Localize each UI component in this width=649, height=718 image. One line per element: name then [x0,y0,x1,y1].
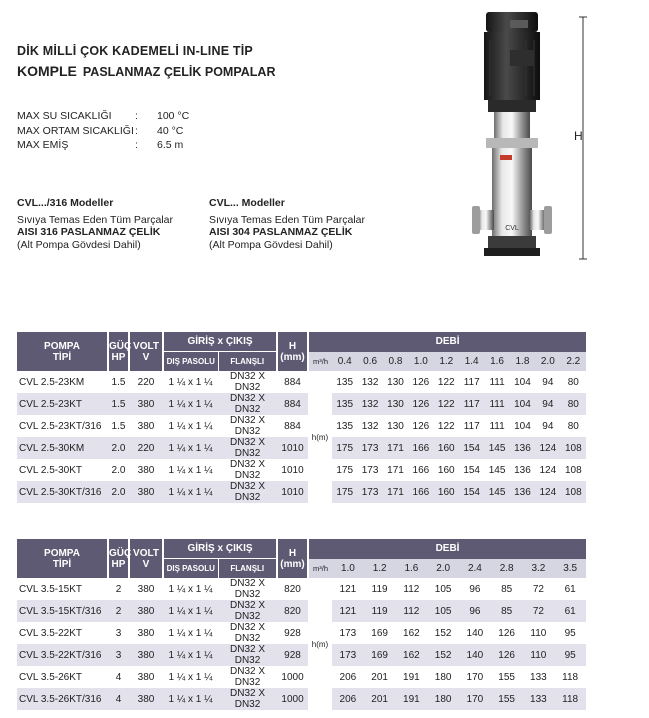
cell-hp: 1.5 [111,376,126,388]
spec-value: 100 °C [157,110,190,122]
cell-tip: CVL 3.5-26KT [19,671,82,683]
cell-volt: 220 [137,442,155,454]
height-label: H [574,129,583,143]
col-header-guc [108,539,132,578]
head-value: 201 [371,693,388,705]
cell-dis: 1 ¼ x 1 ¼ [168,486,213,498]
head-value: 96 [469,605,481,617]
head-value: 85 [501,605,513,617]
col-header-dis: DIŞ PASOLU [163,352,218,372]
performance-table-2 [17,539,586,710]
head-value: 180 [434,671,452,683]
cell-tip: CVL 2.5-30KT/316 [19,486,102,498]
head-value: 173 [339,649,357,661]
cell-dis: 1 ¼ x 1 ¼ [168,649,213,661]
cell-dis: 1 ¼ x 1 ¼ [168,398,213,410]
head-value: 154 [463,486,480,498]
spec-separator: : [135,110,138,122]
flow-value: 1.8 [510,352,535,372]
head-value: 104 [514,376,531,388]
cell-fl: DN32 X DN32 [230,393,266,415]
table-row [17,371,586,393]
head-value: 104 [514,398,531,410]
cell-tip: CVL 2.5-23KT/316 [19,420,102,432]
head-value: 162 [403,649,420,661]
head-value: 61 [564,605,576,617]
header-h-text: H [288,547,297,559]
flow-value: 0.8 [383,352,408,372]
cell-fl: DN32 X DN32 [230,644,266,666]
cell-h: 1010 [281,442,304,454]
head-value: 122 [437,376,455,388]
head-value: 80 [567,420,579,432]
head-value: 112 [403,583,420,595]
head-value: 206 [339,693,357,705]
cell-fl: DN32 X DN32 [230,622,266,644]
cell-dis: 1 ¼ x 1 ¼ [168,605,213,617]
col-header-debi: DEBİ [308,332,586,352]
pump-label: CVL [505,225,519,232]
col-header-volt [129,332,163,371]
head-value: 95 [564,649,576,661]
table-1-body [17,371,586,503]
table-row [17,666,586,688]
head-value: 111 [489,420,505,432]
head-value: 126 [498,627,515,639]
spec-row [17,138,189,153]
cell-volt: 380 [137,583,155,595]
spec-label: MAX SU SICAKLIĞI [17,110,112,122]
col-header-flansli: FLANŞLI [218,559,277,579]
cell-h: 884 [284,420,301,432]
head-value: 122 [437,398,455,410]
flow-value: 3.2 [523,559,555,579]
cell-fl: DN32 X DN32 [230,578,266,600]
col-header-h [277,539,308,578]
flow-value: 1.2 [364,559,396,579]
head-value: 124 [539,464,557,476]
header-pompa-text: POMPA [44,547,80,559]
cell-fl: DN32 X DN32 [230,415,266,437]
cell-dis: 1 ¼ x 1 ¼ [168,627,213,639]
head-value: 152 [434,627,452,639]
head-value: 180 [434,693,452,705]
table-row [17,393,586,415]
header-hp-text: HP [111,351,126,363]
cell-h: 1010 [281,464,304,476]
head-value: 126 [412,420,430,432]
head-value: 126 [412,376,430,388]
head-value: 169 [371,649,388,661]
cell-fl: DN32 X DN32 [230,437,266,459]
col-header-dis: DIŞ PASOLU [163,559,218,579]
head-value: 96 [469,583,481,595]
cell-volt: 380 [137,627,155,639]
cell-volt: 380 [137,693,155,705]
head-value: 124 [539,486,557,498]
cell-volt: 220 [137,376,155,388]
cell-volt: 380 [137,605,155,617]
header-tipi-text: TİPİ [52,558,72,570]
table-row [17,622,586,644]
flow-value: 1.4 [459,352,484,372]
head-value: 119 [371,583,388,595]
cell-fl: DN32 X DN32 [230,481,266,503]
head-value: 175 [336,486,354,498]
head-value: 140 [466,649,484,661]
flow-value: 2.4 [459,559,491,579]
head-value: 119 [371,605,388,617]
head-value: 145 [488,442,506,454]
cell-volt: 380 [137,486,155,498]
head-value: 130 [387,420,404,432]
head-value: 80 [567,376,579,388]
cell-tip: CVL 2.5-23KM [19,376,85,388]
cell-h: 1000 [281,671,304,683]
flow-value: 0.6 [357,352,382,372]
spec-separator: : [135,124,138,137]
head-value: 108 [564,464,582,476]
head-value: 160 [437,442,455,454]
head-value: 121 [339,583,357,595]
head-value: 118 [562,693,579,705]
flow-value: 1.6 [396,559,428,579]
head-value: 160 [437,464,455,476]
page-title: DİK MİLLİ ÇOK KADEMELİ IN-LINE TİP [17,44,253,58]
col-header-pompa [17,539,108,578]
head-value: 160 [437,486,455,498]
head-value: 170 [466,693,484,705]
header-tipi-text: TİPİ [52,351,72,363]
col-header-debi: DEBİ [308,539,586,559]
head-value: 136 [514,442,531,454]
cell-volt: 380 [137,420,155,432]
head-value: 155 [498,671,515,683]
header-volt-text: VOLT [133,547,159,559]
head-value: 173 [361,486,379,498]
page-subtitle [17,63,275,79]
table-row [17,437,586,459]
head-value: 145 [488,486,506,498]
cell-tip: CVL 3.5-15KT/316 [19,605,102,617]
cell-volt: 380 [137,649,155,661]
cell-tip: CVL 2.5-30KT [19,464,82,476]
head-value: 94 [542,420,554,432]
head-value: 145 [488,464,506,476]
unit-m3h: m³/h [308,352,332,372]
cell-h: 928 [284,649,301,661]
model-heading: CVL... Modeller [209,197,285,209]
head-value: 175 [336,464,354,476]
header-guc-text: GÜÇ [109,340,132,352]
head-value: 162 [403,627,420,639]
spec-label: MAX EMİŞ [17,139,69,151]
cell-tip: CVL 2.5-23KT [19,398,82,410]
head-value: 191 [403,671,420,683]
cell-dis: 1 ¼ x 1 ¼ [168,693,213,705]
model-material: AISI 316 PASLANMAZ ÇELİK [17,226,161,238]
pump-image [470,10,562,268]
head-value: 132 [361,420,379,432]
head-value: 155 [498,693,515,705]
head-value: 110 [530,649,547,661]
head-value: 154 [463,464,480,476]
col-header-giris: GİRİŞ x ÇIKIŞ [163,539,277,559]
head-value: 136 [514,486,531,498]
cell-hp: 3 [115,627,122,639]
flow-value: 3.5 [554,559,586,579]
model-note: (Alt Pompa Gövdesi Dahil) [17,238,141,251]
model-block-304 [209,197,365,251]
cell-h: 1000 [281,693,304,705]
cell-fl: DN32 X DN32 [230,688,266,710]
flow-value: 2.8 [491,559,523,579]
col-header-h [277,332,308,371]
model-text: Sıvıya Temas Eden Tüm Parçalar [17,213,174,226]
cell-h: 820 [284,583,301,595]
cell-tip: CVL 3.5-15KT [19,583,82,595]
head-value: 173 [361,442,379,454]
flow-value: 2.0 [535,352,560,372]
table-row [17,415,586,437]
col-header-flansli: FLANŞLI [218,352,277,372]
spec-value: 40 °C [157,124,184,137]
flow-value: 1.2 [434,352,459,372]
head-value: 166 [412,442,430,454]
spec-separator: : [135,139,138,151]
head-value: 94 [542,376,554,388]
head-value: 130 [387,398,404,410]
head-value: 133 [530,693,547,705]
head-value: 154 [463,442,480,454]
cell-dis: 1 ¼ x 1 ¼ [168,464,213,476]
head-value: 170 [466,671,484,683]
head-value: 133 [530,671,547,683]
head-value: 124 [539,442,557,454]
spec-list [17,109,189,153]
head-value: 191 [403,693,420,705]
head-value: 175 [336,442,354,454]
cell-h: 1010 [281,486,304,498]
header-mm-text: (mm) [280,558,305,570]
head-value: 111 [489,398,505,410]
head-value: 136 [514,464,531,476]
cell-hp: 4 [115,693,122,705]
head-value: 72 [532,583,544,595]
head-value: 117 [463,398,480,410]
cell-hp: 3 [115,649,122,661]
flow-value: 1.0 [332,559,364,579]
cell-hp: 2.0 [111,486,126,498]
head-value: 135 [336,398,354,410]
cell-hp: 2.0 [111,464,126,476]
head-value: 135 [336,376,354,388]
head-value: 118 [562,671,579,683]
cell-dis: 1 ¼ x 1 ¼ [168,583,213,595]
head-value: 95 [564,627,576,639]
table-row [17,688,586,710]
head-value: 108 [564,486,582,498]
header-volt-text: VOLT [133,340,159,352]
model-heading: CVL.../316 Modeller [17,197,114,209]
head-value: 152 [434,649,452,661]
head-value: 166 [412,486,430,498]
model-block-316 [17,197,173,251]
spec-row [17,124,189,139]
cell-volt: 380 [137,464,155,476]
cell-dis: 1 ¼ x 1 ¼ [168,671,213,683]
header-pompa-text: POMPA [44,340,80,352]
cell-h: 928 [284,627,301,639]
cell-tip: CVL 3.5-26KT/316 [19,693,102,705]
table-row [17,578,586,600]
model-text: Sıvıya Temas Eden Tüm Parçalar [209,213,366,226]
cell-h: 884 [284,398,301,410]
table-2-body [17,578,586,710]
flow-value: 2.0 [427,559,459,579]
flow-value: 1.6 [484,352,509,372]
head-value: 140 [466,627,484,639]
flow-value: 0.4 [332,352,357,372]
head-value: 173 [339,627,357,639]
head-value: 206 [339,671,357,683]
spec-value: 6.5 m [157,139,184,151]
cell-tip: CVL 2.5-30KM [19,442,85,454]
model-note: (Alt Pompa Gövdesi Dahil) [209,238,333,251]
brand-label: KOMPLE [17,63,77,79]
head-value: 108 [564,442,582,454]
unit-hm: h(m) [308,371,332,503]
head-value: 169 [371,627,388,639]
cell-fl: DN32 X DN32 [230,666,266,688]
cell-volt: 380 [137,671,155,683]
header-h-text: H [288,340,297,352]
cell-hp: 2 [115,583,122,595]
head-value: 201 [371,671,388,683]
col-header-giris: GİRİŞ x ÇIKIŞ [163,332,277,352]
cell-h: 820 [284,605,301,617]
unit-hm: h(m) [308,578,332,710]
header-mm-text: (mm) [280,351,305,363]
unit-m3h: m³/h [308,559,332,579]
cell-hp: 2 [115,605,122,617]
col-header-guc [108,332,132,371]
head-value: 126 [412,398,430,410]
cell-dis: 1 ¼ x 1 ¼ [168,376,213,388]
head-value: 132 [361,376,379,388]
spec-label: MAX ORTAM SICAKLIĞI [17,124,134,137]
head-value: 130 [387,376,404,388]
head-value: 94 [542,398,554,410]
cell-fl: DN32 X DN32 [230,600,266,622]
head-value: 61 [564,583,576,595]
cell-tip: CVL 3.5-22KT [19,627,82,639]
table-row [17,600,586,622]
cell-dis: 1 ¼ x 1 ¼ [168,442,213,454]
cell-hp: 1.5 [111,398,126,410]
cell-volt: 380 [137,398,155,410]
head-value: 105 [434,583,452,595]
head-value: 72 [532,605,544,617]
head-value: 104 [514,420,531,432]
head-value: 135 [336,420,354,432]
cell-hp: 4 [115,671,122,683]
head-value: 171 [387,442,404,454]
head-value: 171 [387,464,404,476]
flow-value: 2.2 [561,352,587,372]
cell-fl: DN32 X DN32 [230,371,266,393]
cell-dis: 1 ¼ x 1 ¼ [168,420,213,432]
table-row [17,481,586,503]
model-material: AISI 304 PASLANMAZ ÇELİK [209,226,353,238]
head-value: 121 [339,605,357,617]
col-header-volt [129,539,163,578]
performance-table-1 [17,332,586,503]
head-value: 110 [530,627,547,639]
table-row [17,459,586,481]
cell-tip: CVL 3.5-22KT/316 [19,649,102,661]
header-hp-text: HP [111,558,126,570]
col-header-pompa [17,332,108,371]
head-value: 117 [463,376,480,388]
flow-value: 1.0 [408,352,433,372]
cell-h: 884 [284,376,301,388]
head-value: 171 [387,486,404,498]
header-guc-text: GÜÇ [109,547,132,559]
cell-hp: 2.0 [111,442,126,454]
head-value: 126 [498,649,515,661]
subtitle-text: PASLANMAZ ÇELİK POMPALAR [82,65,276,79]
header-v-text: V [142,351,150,363]
head-value: 173 [361,464,379,476]
table-row [17,644,586,666]
cell-fl: DN32 X DN32 [230,459,266,481]
head-value: 85 [501,583,513,595]
head-value: 132 [361,398,379,410]
head-value: 112 [403,605,420,617]
spec-row [17,109,189,124]
head-value: 122 [437,420,455,432]
head-value: 166 [412,464,430,476]
head-value: 80 [567,398,579,410]
head-value: 111 [489,376,505,388]
head-value: 117 [463,420,480,432]
head-value: 105 [434,605,452,617]
header-v-text: V [142,558,150,570]
cell-hp: 1.5 [111,420,126,432]
